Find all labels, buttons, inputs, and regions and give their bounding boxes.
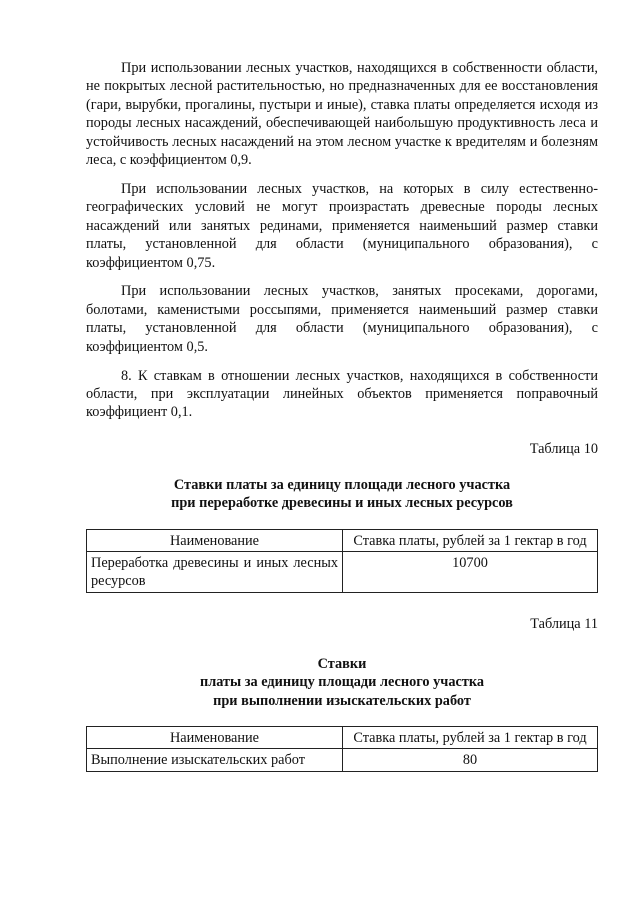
- paragraph-unforested-land: При использовании лесных участков, находящихся в собственности области, не покрытых лесной растительностью, но предназначенных для ее восстановления (гари, вырубки, прогалины, пустыри и иные), ставка платы определяется исходя из породы лесных насаждений, обеспечивающей наибольшую продуктивность леса и устойчивость лесных насаждений на этом лесном участке к вредителям и болезням леса, с коэффициентом 0,9.: [86, 60, 598, 169]
- cell-rate: 10700: [343, 552, 598, 593]
- table10-caption: Таблица 10: [529, 440, 598, 457]
- table11-caption: Таблица 11: [530, 615, 598, 632]
- column-header-name: Наименование: [87, 727, 343, 749]
- paragraph-linear-objects: 8. К ставкам в отношении лесных участков, находящихся в собственности области, при эксплуатации линейных объектов применяется поправочный коэффициент 0,1.: [86, 367, 598, 421]
- table-header-row: [87, 727, 598, 749]
- table11-title-line-2: платы за единицу площади лесного участка: [199, 674, 485, 691]
- column-header-name: Наименование: [87, 529, 343, 551]
- cell-name: Переработка древесины и иных лесных ресурсов: [87, 552, 343, 593]
- table10-title-line-1: Ставки платы за единицу площади лесного участка: [173, 476, 511, 493]
- table-header-row: [87, 529, 598, 551]
- table11-title-line-3: при выполнении изыскательских работ: [213, 692, 471, 709]
- cell-name: Выполнение изыскательских работ: [87, 749, 343, 771]
- table11-title: [86, 655, 598, 710]
- paragraph-clearings-roads: При использовании лесных участков, занятых просеками, дорогами, болотами, каменистыми россыпями, применяется наименьший размер ставки платы, установленной для области (муниципального образования), с коэффициентом 0,5.: [86, 283, 598, 355]
- table11-body: [87, 749, 598, 771]
- table-row: [87, 749, 598, 771]
- table10-rates: [86, 529, 598, 593]
- table11-title-line-1: Ставки: [317, 655, 367, 672]
- paragraph-sparse-forest: При использовании лесных участков, на которых в силу естественно-географических условий не могут произрастать древесные породы лесных насаждений или занятых рединами, применяется наименьший размер ставки платы, установленной для области (муниципального образования), с коэффициентом 0,75.: [86, 180, 598, 271]
- cell-rate: 80: [343, 749, 598, 771]
- table11-rates: [86, 726, 598, 772]
- column-header-rate: Ставка платы, рублей за 1 гектар в год: [343, 529, 598, 551]
- table10-body: [87, 552, 598, 593]
- table10-title: [86, 476, 598, 513]
- column-header-rate: Ставка платы, рублей за 1 гектар в год: [343, 727, 598, 749]
- table10-title-line-2: при переработке древесины и иных лесных ресурсов: [171, 495, 513, 512]
- table-row: [87, 552, 598, 593]
